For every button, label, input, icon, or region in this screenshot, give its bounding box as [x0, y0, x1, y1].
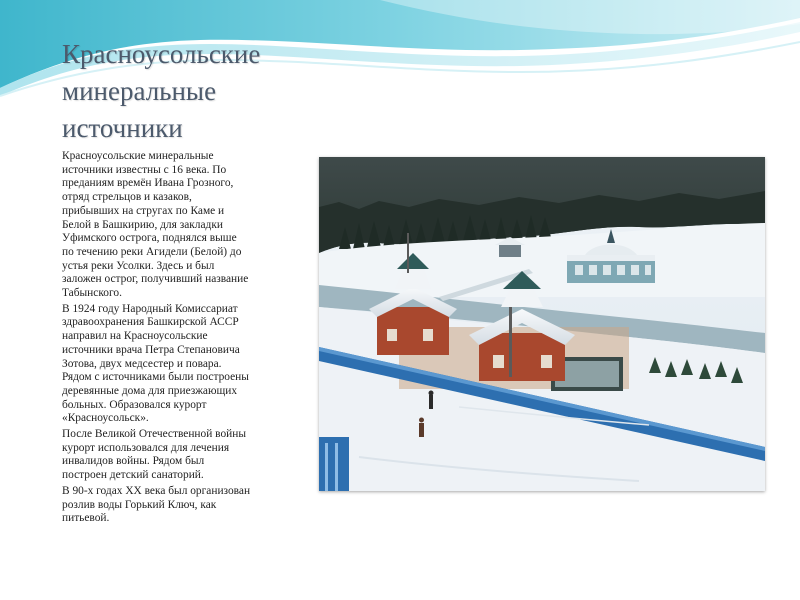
text-line: больных. Образовался курорт	[62, 398, 207, 411]
text-line: заложен острог, получивший название	[62, 273, 249, 286]
text-line: отряд стрельцов и казаков,	[62, 191, 192, 204]
paragraph-postwar	[62, 428, 308, 483]
text-line: В 1924 году Народный Комиссариат	[62, 302, 238, 315]
resort-winter-photo	[319, 157, 765, 491]
paragraph-90s	[62, 485, 308, 526]
text-line: Уфимского острога, поднялся выше	[62, 232, 237, 245]
body-text	[62, 150, 308, 528]
title-line: минеральные	[62, 76, 217, 106]
paragraph-1924	[62, 303, 308, 426]
text-line: Белой в Башкирию, для закладки	[62, 218, 223, 231]
slide-title	[62, 36, 312, 147]
text-line: построен детский санаторий.	[62, 469, 204, 482]
title-line: источники	[62, 113, 183, 143]
text-line: здравоохранения Башкирской АССР	[62, 316, 239, 329]
text-line: направил на Красноусольские	[62, 330, 208, 343]
paragraph-history	[62, 150, 308, 301]
text-line: прибывших на стругах по Каме и	[62, 204, 225, 217]
text-line: источники врача Петра Степановича	[62, 343, 240, 356]
text-line: После Великой Отечественной войны	[62, 428, 246, 441]
text-line: источники известны с 16 века. По	[62, 163, 227, 176]
text-line: инвалидов войны. Рядом был	[62, 455, 205, 468]
text-line: «Красноусольск».	[62, 412, 149, 425]
text-line: Табынского.	[62, 287, 122, 300]
text-line: Зотова, двух медсестер и повара.	[62, 357, 222, 370]
text-line: устья реки Усолки. Здесь и был	[62, 259, 215, 272]
title-line: Красноусольские	[62, 39, 261, 69]
text-line: по течению реки Агидели (Белой) до	[62, 245, 242, 258]
text-line: преданиям времён Ивана Грозного,	[62, 177, 234, 190]
text-line: Красноусольские минеральные	[62, 150, 214, 162]
text-line: курорт использовался для лечения	[62, 441, 230, 454]
photo-illustration	[319, 157, 765, 491]
text-line: Рядом с источниками были построены	[62, 371, 249, 384]
text-line: розлив воды Горький Ключ, как	[62, 498, 217, 511]
text-line: питьевой.	[62, 512, 110, 525]
text-line: В 90-х годах XX века был организован	[62, 484, 251, 497]
text-line: деревянные дома для приезжающих	[62, 384, 238, 397]
